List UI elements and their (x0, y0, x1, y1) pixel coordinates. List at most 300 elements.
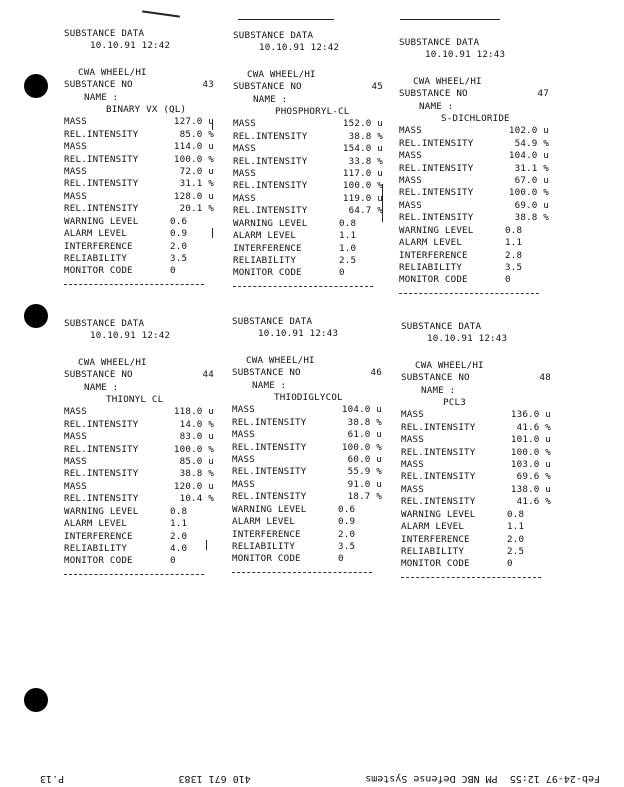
rel-intensity-value: 31.1 % (514, 162, 549, 174)
rel-intensity-label: REL.INTENSITY (64, 443, 139, 455)
mass-label: MASS (232, 478, 255, 490)
rel-intensity-label: REL.INTENSITY (232, 416, 307, 428)
rel-intensity-value: 18.7 % (347, 491, 382, 503)
mass-label: MASS (64, 456, 87, 468)
peak-row (233, 168, 383, 180)
param-row (233, 243, 383, 255)
monitor-code-value: 0 (170, 555, 176, 567)
param-row (64, 543, 214, 555)
param-row (64, 253, 214, 265)
peak-row (232, 417, 382, 429)
peak-row (232, 466, 382, 478)
peak-row (232, 429, 382, 441)
rel-intensity-label: REL.INTENSITY (64, 203, 139, 215)
warning-level-value: 0.8 (339, 217, 357, 229)
mass-value: 138.0 u (510, 483, 551, 495)
peak-row (233, 131, 383, 143)
wheel-name: CWA WHEEL/HI (247, 68, 316, 80)
peak-row (401, 459, 551, 471)
mass-label: MASS (233, 118, 256, 130)
substance-card (399, 37, 549, 294)
mass-value: 127.0 u (173, 116, 214, 128)
alarm-level-label: ALARM LEVEL (232, 516, 296, 528)
param-row (64, 228, 214, 240)
reliability-value: 4.0 (170, 542, 188, 554)
interference-label: INTERFERENCE (232, 528, 301, 540)
interference-label: INTERFERENCE (64, 240, 133, 252)
peak-row (401, 409, 551, 421)
mass-label: MASS (401, 434, 424, 446)
mass-label: MASS (401, 483, 424, 495)
rel-intensity-label: REL.INTENSITY (401, 446, 476, 458)
monitor-code-label: MONITOR CODE (399, 274, 468, 286)
peak-row (399, 187, 549, 199)
interference-label: INTERFERENCE (401, 533, 470, 545)
rel-intensity-value: 64.7 % (348, 205, 383, 217)
mass-label: MASS (232, 429, 255, 441)
mass-value: 104.0 u (508, 150, 549, 162)
rel-intensity-label: REL.INTENSITY (233, 180, 308, 192)
mass-value: 61.0 u (347, 429, 382, 441)
peak-row (401, 484, 551, 496)
mass-label: MASS (232, 454, 255, 466)
mass-label: MASS (233, 192, 256, 204)
mass-value: 136.0 u (510, 409, 551, 421)
substance-no-row (232, 367, 382, 379)
peak-row (232, 454, 382, 466)
card-header: SUBSTANCE DATA (64, 318, 145, 329)
name-label: NAME : (252, 379, 287, 391)
rel-intensity-label: REL.INTENSITY (232, 491, 307, 503)
interference-value: 2.0 (170, 240, 188, 252)
param-row (64, 518, 214, 530)
peak-row (64, 444, 214, 456)
card-divider (64, 574, 204, 575)
wheel-name: CWA WHEEL/HI (78, 66, 147, 78)
rel-intensity-label: REL.INTENSITY (233, 130, 308, 142)
substance-no-label: SUBSTANCE NO (399, 88, 468, 100)
interference-label: INTERFERENCE (233, 242, 302, 254)
card-gap (232, 341, 382, 355)
mass-label: MASS (399, 150, 422, 162)
param-row (64, 265, 214, 277)
mass-value: 101.0 u (510, 434, 551, 446)
name-label: NAME : (421, 384, 456, 396)
peak-row (64, 406, 214, 418)
warning-level-value: 0.6 (170, 215, 188, 227)
warning-level-label: WARNING LEVEL (233, 217, 308, 229)
monitor-code-value: 0 (338, 553, 344, 565)
warning-level-label: WARNING LEVEL (64, 505, 139, 517)
peak-row (233, 143, 383, 155)
peak-row (233, 118, 383, 130)
alarm-level-value: 1.1 (507, 521, 525, 533)
warning-level-value: 0.8 (170, 505, 188, 517)
peak-row (64, 129, 214, 141)
peak-row (64, 481, 214, 493)
monitor-code-value: 0 (170, 265, 176, 277)
param-row (399, 250, 549, 262)
rel-intensity-label: REL.INTENSITY (64, 493, 139, 505)
substance-no: 48 (539, 372, 551, 384)
mass-value: 91.0 u (347, 478, 382, 490)
tear-mark (238, 19, 334, 20)
rel-intensity-label: REL.INTENSITY (232, 441, 307, 453)
mass-value: 83.0 u (179, 431, 214, 443)
monitor-code-label: MONITOR CODE (233, 267, 302, 279)
card-gap (64, 343, 214, 357)
warning-level-value: 0.6 (338, 503, 356, 515)
substance-no-label: SUBSTANCE NO (232, 367, 301, 379)
mass-value: 119.0 u (342, 192, 383, 204)
warning-level-value: 0.8 (505, 224, 523, 236)
substance-no: 44 (202, 369, 214, 381)
param-row (401, 558, 551, 570)
card-divider (399, 293, 539, 294)
fax-number: 410 671 1383 (178, 773, 251, 784)
name-label: NAME : (84, 91, 119, 103)
mass-label: MASS (233, 143, 256, 155)
peak-row (399, 175, 549, 187)
interference-value: 1.0 (339, 242, 357, 254)
peak-row (64, 191, 214, 203)
param-row (233, 255, 383, 267)
peak-row (64, 116, 214, 128)
reliability-value: 3.5 (170, 252, 188, 264)
rel-intensity-label: REL.INTENSITY (64, 418, 139, 430)
substance-no-row (233, 81, 383, 93)
mass-value: 72.0 u (179, 166, 214, 178)
rel-intensity-value: 31.1 % (179, 178, 214, 190)
tear-mark (142, 10, 180, 17)
param-row (232, 541, 382, 553)
interference-value: 2.0 (507, 533, 525, 545)
mass-value: 104.0 u (341, 404, 382, 416)
rel-intensity-value: 14.0 % (179, 418, 214, 430)
mass-label: MASS (64, 141, 87, 153)
rel-intensity-value: 100.0 % (508, 187, 549, 199)
card-timestamp: 10.10.91 12:42 (90, 330, 171, 342)
rel-intensity-value: 55.9 % (347, 466, 382, 478)
param-row (233, 218, 383, 230)
peak-row (401, 471, 551, 483)
substance-no-label: SUBSTANCE NO (233, 81, 302, 93)
peak-row (64, 431, 214, 443)
rel-intensity-value: 38.8 % (348, 130, 383, 142)
substance-card (233, 30, 383, 287)
substance-no-row (64, 369, 214, 381)
param-row (401, 546, 551, 558)
reliability-value: 3.5 (505, 261, 523, 273)
peak-row (64, 166, 214, 178)
peak-row (401, 447, 551, 459)
param-row (232, 516, 382, 528)
card-header: SUBSTANCE DATA (64, 28, 145, 39)
card-timestamp: 10.10.91 12:43 (425, 49, 506, 61)
reliability-label: RELIABILITY (64, 542, 128, 554)
card-divider (64, 284, 204, 285)
peak-row (233, 205, 383, 217)
rel-intensity-value: 100.0 % (173, 443, 214, 455)
card-timestamp: 10.10.91 12:43 (258, 328, 339, 340)
param-row (232, 504, 382, 516)
monitor-code-value: 0 (507, 558, 513, 570)
mass-value: 102.0 u (508, 125, 549, 137)
fax-sender: Feb-24-97 12:55 PM NBC Defense Systems (365, 773, 600, 784)
tear-mark (400, 19, 500, 20)
rel-intensity-label: REL.INTENSITY (233, 155, 308, 167)
rel-intensity-value: 100.0 % (342, 180, 383, 192)
interference-value: 2.0 (170, 530, 188, 542)
substance-no-label: SUBSTANCE NO (64, 369, 133, 381)
monitor-code-value: 0 (505, 274, 511, 286)
param-row (401, 534, 551, 546)
mass-value: 152.0 u (342, 118, 383, 130)
rel-intensity-value: 69.6 % (516, 471, 551, 483)
interference-label: INTERFERENCE (64, 530, 133, 542)
substance-card (232, 316, 382, 573)
reliability-label: RELIABILITY (64, 252, 128, 264)
substance-name: PCL3 (443, 397, 466, 409)
card-header: SUBSTANCE DATA (233, 30, 314, 41)
interference-value: 2.8 (505, 249, 523, 261)
rel-intensity-label: REL.INTENSITY (399, 187, 474, 199)
card-header: SUBSTANCE DATA (401, 321, 482, 332)
reliability-label: RELIABILITY (401, 545, 465, 557)
alarm-level-value: 0.9 (170, 228, 188, 240)
mass-label: MASS (233, 168, 256, 180)
warning-level-label: WARNING LEVEL (401, 508, 476, 520)
rel-intensity-label: REL.INTENSITY (64, 153, 139, 165)
peak-row (399, 138, 549, 150)
substance-card (64, 318, 214, 575)
rel-intensity-value: 38.8 % (179, 468, 214, 480)
punch-hole-bottom (24, 688, 48, 712)
substance-no-label: SUBSTANCE NO (401, 372, 470, 384)
punch-hole-top (24, 74, 48, 98)
peak-row (233, 156, 383, 168)
mass-value: 128.0 u (173, 190, 214, 202)
peak-row (399, 163, 549, 175)
reliability-value: 2.5 (339, 254, 357, 266)
fax-footer (40, 768, 600, 784)
substance-name: S-DICHLORIDE (441, 113, 510, 125)
wheel-name: CWA WHEEL/HI (415, 359, 484, 371)
mass-value: 118.0 u (173, 406, 214, 418)
rel-intensity-label: REL.INTENSITY (401, 421, 476, 433)
mass-value: 114.0 u (173, 141, 214, 153)
reliability-value: 2.5 (507, 545, 525, 557)
mass-value: 85.0 u (179, 456, 214, 468)
mass-label: MASS (64, 406, 87, 418)
param-row (233, 230, 383, 242)
reliability-label: RELIABILITY (232, 540, 296, 552)
mass-value: 117.0 u (342, 168, 383, 180)
substance-card (401, 321, 551, 578)
peak-row (399, 125, 549, 137)
card-header: SUBSTANCE DATA (232, 316, 313, 327)
mass-label: MASS (64, 190, 87, 202)
peak-row (399, 200, 549, 212)
name-label: NAME : (253, 93, 288, 105)
card-timestamp: 10.10.91 12:42 (90, 40, 171, 52)
mass-label: MASS (399, 199, 422, 211)
param-row (64, 216, 214, 228)
interference-value: 2.0 (338, 528, 356, 540)
substance-no: 45 (371, 81, 383, 93)
name-label: NAME : (84, 381, 119, 393)
param-row (401, 509, 551, 521)
substance-name: BINARY VX (QL) (106, 104, 187, 116)
punch-hole-middle (24, 304, 48, 328)
name-label: NAME : (419, 100, 454, 112)
peak-row (232, 442, 382, 454)
mass-label: MASS (64, 116, 87, 128)
peak-row (64, 141, 214, 153)
mass-value: 103.0 u (510, 459, 551, 471)
alarm-level-value: 0.9 (338, 516, 356, 528)
peak-row (64, 154, 214, 166)
monitor-code-label: MONITOR CODE (401, 558, 470, 570)
wheel-name: CWA WHEEL/HI (78, 356, 147, 368)
alarm-level-value: 1.1 (339, 230, 357, 242)
peak-row (64, 468, 214, 480)
peak-row (64, 419, 214, 431)
rel-intensity-value: 54.9 % (514, 137, 549, 149)
rel-intensity-label: REL.INTENSITY (399, 137, 474, 149)
card-divider (232, 572, 372, 573)
param-row (399, 262, 549, 274)
substance-name: THIONYL CL (106, 394, 164, 406)
substance-card (64, 28, 214, 285)
alarm-level-label: ALARM LEVEL (64, 518, 128, 530)
mass-label: MASS (401, 459, 424, 471)
substance-no: 46 (370, 367, 382, 379)
param-row (64, 241, 214, 253)
mass-value: 67.0 u (514, 175, 549, 187)
mass-label: MASS (64, 431, 87, 443)
rel-intensity-label: REL.INTENSITY (64, 128, 139, 140)
rel-intensity-value: 100.0 % (510, 446, 551, 458)
alarm-level-value: 1.1 (170, 518, 188, 530)
rel-intensity-label: REL.INTENSITY (64, 178, 139, 190)
mass-value: 154.0 u (342, 143, 383, 155)
mass-label: MASS (399, 175, 422, 187)
reliability-label: RELIABILITY (399, 261, 463, 273)
rel-intensity-label: REL.INTENSITY (64, 468, 139, 480)
peak-row (64, 493, 214, 505)
card-gap (399, 62, 549, 76)
alarm-level-value: 1.1 (505, 237, 523, 249)
rel-intensity-label: REL.INTENSITY (399, 212, 474, 224)
substance-no: 43 (202, 79, 214, 91)
substance-name: PHOSPHORYL-CL (275, 106, 350, 118)
card-header: SUBSTANCE DATA (399, 37, 480, 48)
peak-row (64, 456, 214, 468)
param-row (64, 506, 214, 518)
substance-no: 47 (537, 88, 549, 100)
fax-page: P.13 (40, 773, 65, 784)
alarm-level-label: ALARM LEVEL (401, 521, 465, 533)
param-row (232, 529, 382, 541)
mass-label: MASS (64, 480, 87, 492)
rel-intensity-value: 41.6 % (516, 496, 551, 508)
card-divider (401, 577, 541, 578)
param-row (64, 531, 214, 543)
rel-intensity-value: 100.0 % (341, 441, 382, 453)
peak-row (399, 150, 549, 162)
peak-row (232, 479, 382, 491)
param-row (401, 521, 551, 533)
rel-intensity-value: 41.6 % (516, 421, 551, 433)
param-row (232, 553, 382, 565)
card-divider (233, 286, 373, 287)
mass-label: MASS (64, 166, 87, 178)
param-row (399, 274, 549, 286)
mass-label: MASS (399, 125, 422, 137)
card-gap (233, 55, 383, 69)
rel-intensity-value: 33.8 % (348, 155, 383, 167)
reliability-label: RELIABILITY (233, 254, 297, 266)
card-gap (64, 53, 214, 67)
rel-intensity-value: 38.8 % (514, 212, 549, 224)
rel-intensity-value: 85.0 % (179, 128, 214, 140)
param-row (399, 225, 549, 237)
alarm-level-label: ALARM LEVEL (233, 230, 297, 242)
substance-no-row (401, 372, 551, 384)
rel-intensity-label: REL.INTENSITY (232, 466, 307, 478)
warning-level-label: WARNING LEVEL (399, 224, 474, 236)
param-row (64, 555, 214, 567)
reliability-value: 3.5 (338, 540, 356, 552)
substance-no-row (64, 79, 214, 91)
warning-level-value: 0.8 (507, 508, 525, 520)
rel-intensity-label: REL.INTENSITY (401, 496, 476, 508)
mass-value: 120.0 u (173, 480, 214, 492)
wheel-name: CWA WHEEL/HI (413, 75, 482, 87)
monitor-code-label: MONITOR CODE (64, 265, 133, 277)
rel-intensity-value: 10.4 % (179, 493, 214, 505)
card-gap (401, 346, 551, 360)
alarm-level-label: ALARM LEVEL (64, 228, 128, 240)
peak-row (64, 178, 214, 190)
rel-intensity-value: 20.1 % (179, 203, 214, 215)
rel-intensity-value: 38.8 % (347, 416, 382, 428)
peak-row (233, 180, 383, 192)
rel-intensity-label: REL.INTENSITY (233, 205, 308, 217)
mass-value: 69.0 u (514, 199, 549, 211)
peak-row (401, 496, 551, 508)
monitor-code-label: MONITOR CODE (232, 553, 301, 565)
peak-row (233, 193, 383, 205)
substance-no-label: SUBSTANCE NO (64, 79, 133, 91)
peak-row (232, 491, 382, 503)
card-timestamp: 10.10.91 12:43 (427, 333, 508, 345)
monitor-code-value: 0 (339, 267, 345, 279)
warning-level-label: WARNING LEVEL (232, 503, 307, 515)
monitor-code-label: MONITOR CODE (64, 555, 133, 567)
alarm-level-label: ALARM LEVEL (399, 237, 463, 249)
mass-value: 60.0 u (347, 454, 382, 466)
warning-level-label: WARNING LEVEL (64, 215, 139, 227)
mass-label: MASS (232, 404, 255, 416)
peak-row (232, 404, 382, 416)
param-row (399, 237, 549, 249)
mass-label: MASS (401, 409, 424, 421)
peak-row (399, 212, 549, 224)
rel-intensity-value: 100.0 % (173, 153, 214, 165)
substance-no-row (399, 88, 549, 100)
